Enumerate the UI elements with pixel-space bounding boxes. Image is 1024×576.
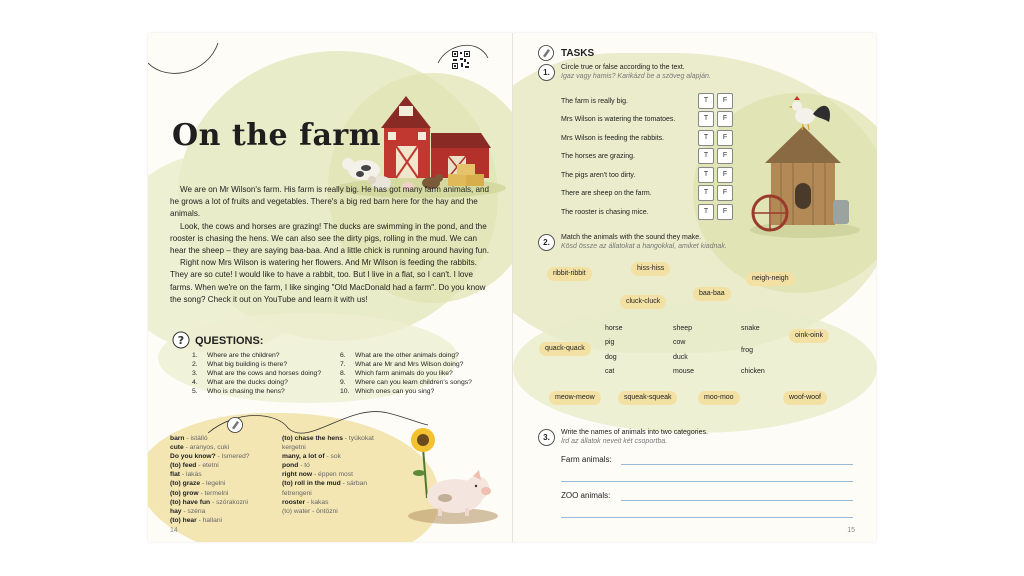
question-number: 3. [192,370,198,377]
vocab-term: hay [170,507,182,515]
vocabulary-item [282,479,402,488]
sound-label[interactable]: baa-baa [693,287,731,301]
vocab-term: (to) roll in the mud [282,480,341,488]
question-item [340,369,490,378]
farm-answer-line[interactable] [561,481,853,482]
vocab-translation: - sok [324,453,341,461]
farm-animals-label: Farm animals: [561,455,612,464]
question-item [192,360,342,369]
vocabulary-item [170,461,290,470]
sound-label[interactable]: neigh-neigh [746,272,795,286]
book-spread [148,33,876,542]
vocabulary-item [282,470,402,479]
question-icon [172,331,190,349]
vocab-translation: - kakas [305,498,329,506]
question-number: 8. [340,370,346,377]
page-number: 14 [170,527,178,534]
animal-word[interactable]: cat [605,368,615,375]
vocab-term: flat [170,471,181,479]
question-number: 2. [192,361,198,368]
story-paragraph: Right now Mrs Wilson is watering her flowers. And Mr Wilson is feeding the rabbits. They are so cute! I would like to have a rabbit, too. But I live in a flat, so I can't. I love farms. When we're on the farm, I like singing "Old MacDonald had a farm". Do you know the song? Check it out on YouTube and learn it with us! [170,258,486,304]
questions-column [340,351,490,396]
question-item [340,360,490,369]
instruction-text: Write the names of animals into two categories. [561,429,708,436]
question-item [192,378,342,387]
question-text: Where are the children? [207,352,280,359]
instruction-text: Match the animals with the sound they make. [561,234,702,241]
sound-label[interactable]: cluck-cluck [620,295,666,309]
question-number: 7. [340,361,346,368]
vocabulary-item [170,434,290,443]
task-number-badge: 3. [538,429,555,446]
true-box[interactable]: T [698,148,714,164]
vocabulary-column [170,434,290,525]
question-text: What are the ducks doing? [207,379,288,386]
instruction-translation: Kösd össze az állatokat a hangokkal, amiket kiadnak. [561,243,727,250]
vocab-term: cute [170,444,184,452]
vocab-term: right now [282,471,313,479]
vocabulary-item [170,479,290,488]
true-box[interactable]: T [698,93,714,109]
instruction-text: Circle true or false according to the text. [561,64,685,71]
vocabulary-item [170,507,290,516]
vocab-translation: - tó [298,462,310,470]
sound-label[interactable]: quack-quack [539,342,591,356]
vocab-term: rooster [282,498,306,506]
vocabulary-item [282,461,402,470]
question-number: 5. [192,388,198,395]
sound-label[interactable]: meow-meow [549,391,601,405]
vocab-term: barn [170,435,185,442]
left-page [148,33,512,542]
question-item [340,378,490,387]
sound-label[interactable]: squeak-squeak [618,391,677,405]
statement: The horses are grazing. [561,153,635,160]
vocab-term: (to) grow [170,489,199,497]
tasks-heading: TASKS [561,48,595,59]
true-box[interactable]: T [698,130,714,146]
vocabulary-item [282,434,402,443]
statement: Mrs Wilson is feeding the rabbits. [561,135,665,142]
vocab-translation: - aranyos, cuki [183,444,230,452]
vocab-translation: - tyúkokat [342,435,374,442]
vocabulary-item [282,507,402,516]
vocab-translation: - hallani [196,516,223,524]
animal-word[interactable]: frog [741,347,754,354]
pig-sunflower-illustration [393,418,503,528]
vocabulary-item [170,498,290,507]
sound-label[interactable]: woof-woof [783,391,827,405]
pen-icon [538,45,554,61]
question-text: Which ones can you sing? [355,388,435,395]
false-box[interactable]: F [717,167,733,183]
page-title: On the farm [172,118,381,153]
question-text: What big building is there? [207,361,288,368]
qr-code[interactable] [451,50,471,70]
animal-word[interactable]: mouse [673,368,695,375]
task-instruction [561,63,711,81]
white-writing-area [543,433,873,542]
animal-word[interactable]: dog [605,354,617,361]
animal-word[interactable]: duck [673,354,688,361]
false-box[interactable]: F [717,185,733,201]
false-box[interactable]: F [717,111,733,127]
vocab-term: (to) graze [170,480,201,488]
questions-column [192,351,342,396]
svg-text:?: ? [177,334,185,347]
sound-label[interactable]: ribbit-ribbit [547,267,592,281]
vocabulary-item [170,452,290,461]
question-text: Where can you learn children's songs? [355,379,472,386]
false-box[interactable]: F [717,148,733,164]
vocab-translation: kergetni [282,444,306,452]
statement: The farm is really big. [561,98,628,105]
vocabulary-item [170,470,290,479]
false-box[interactable]: F [717,204,733,220]
story-text [170,184,490,306]
vocabulary-item [170,443,290,452]
vocab-term: Do you know? [170,453,216,461]
question-text: Which farm animals do you like? [355,370,453,377]
vocab-translation: - lakás [180,471,202,479]
farm-answer-line[interactable] [621,464,853,465]
sound-label[interactable]: hiss-hiss [631,262,670,276]
vocab-term: (to) hear [170,516,197,524]
animal-word[interactable]: chicken [741,368,765,375]
task-number-badge: 2. [538,234,555,251]
vocabulary-item [282,452,402,461]
story-paragraph: We are on Mr Wilson's farm. His farm is really big. He has got many farm animals, and he grows a lot of fruits and vegetables. There's a big red barn here for the hay and the animals. [170,185,490,219]
question-number: 9. [340,379,346,386]
vocab-translation: - legelni [200,480,226,488]
task-instruction [561,233,727,251]
vocab-translation: - széna [181,507,206,515]
question-item [192,387,342,396]
false-box[interactable]: F [717,93,733,109]
statement: The pigs aren't too dirty. [561,172,636,179]
vocab-term: pond [282,462,299,470]
vocab-translation: - termelni [198,489,229,497]
question-text: What are the cows and horses doing? [207,370,322,377]
question-text: What are the other animals doing? [355,352,459,359]
statement: The rooster is chasing mice. [561,209,649,216]
vocabulary-column [282,434,402,516]
question-item [192,369,342,378]
question-text: Who is chasing the hens? [207,388,285,395]
zoo-animals-label: ZOO animals: [561,491,611,500]
vocabulary-item [170,516,290,525]
question-number: 6. [340,352,346,359]
vocab-term: many, a lot of [282,453,325,461]
instruction-translation: Igaz vagy hamis? Karikázd be a szöveg alapján. [561,73,711,80]
statement: There are sheep on the farm. [561,190,652,197]
vocab-translation: - éppen most [312,471,353,479]
true-box[interactable]: T [698,111,714,127]
vocab-translation: (to) water - öntözni [282,507,338,515]
pen-icon [227,417,243,433]
story-paragraph: Look, the cows and horses are grazing! The ducks are swimming in the pond, and the rooster is chasing the hens. We can also see the dirty pigs, rolling in the mud. We can hear the sheep – they are saying baa-baa. And a little chick is running around having fun. [170,221,490,256]
task-number-badge: 1. [538,64,555,81]
henhouse-rooster-illustration [745,88,865,238]
true-box[interactable]: T [698,204,714,220]
right-page [512,33,877,542]
animal-word[interactable]: pig [605,339,615,346]
question-number: 4. [192,379,198,386]
animal-word[interactable]: horse [605,325,623,332]
vocab-translation: - istálló [184,435,208,442]
question-number: 10. [340,388,350,395]
vocab-translation: - szórakozni [210,498,249,506]
animal-word[interactable]: sheep [673,325,693,332]
vocab-translation: - etetni [196,462,219,470]
zoo-answer-line[interactable] [561,517,853,518]
vocab-translation: - Ismered? [215,453,250,461]
questions-heading: QUESTIONS: [195,335,264,347]
sound-label[interactable]: oink-oink [789,329,829,343]
true-box[interactable]: T [698,185,714,201]
zoo-answer-line[interactable] [621,500,853,501]
question-item [192,351,342,360]
vocab-translation: - sárban [340,480,368,488]
instruction-translation: Írd az állatok neveit két csoportba. [561,438,668,445]
question-number: 1. [192,352,198,359]
vocab-term: (to) chase the hens [282,435,343,442]
watercolor-wash [513,303,877,433]
animal-word[interactable]: cow [673,339,686,346]
animal-word[interactable]: snake [741,325,760,332]
true-box[interactable]: T [698,167,714,183]
vocabulary-item [282,489,402,498]
statement: Mrs Wilson is watering the tomatoes. [561,116,676,123]
false-box[interactable]: F [717,130,733,146]
page-number: 15 [847,527,855,534]
vocab-translation: fetrengeni [282,489,312,497]
vocabulary-item [282,498,402,507]
question-item [340,351,490,360]
question-item [340,387,490,396]
sound-label[interactable]: moo-moo [698,391,740,405]
question-text: What are Mr and Mrs Wilson doing? [355,361,464,368]
task-instruction [561,428,708,446]
vocab-term: (to) feed [170,462,197,470]
vocabulary-item [282,443,402,452]
vocabulary-item [170,489,290,498]
vocab-term: (to) have fun [170,498,211,506]
